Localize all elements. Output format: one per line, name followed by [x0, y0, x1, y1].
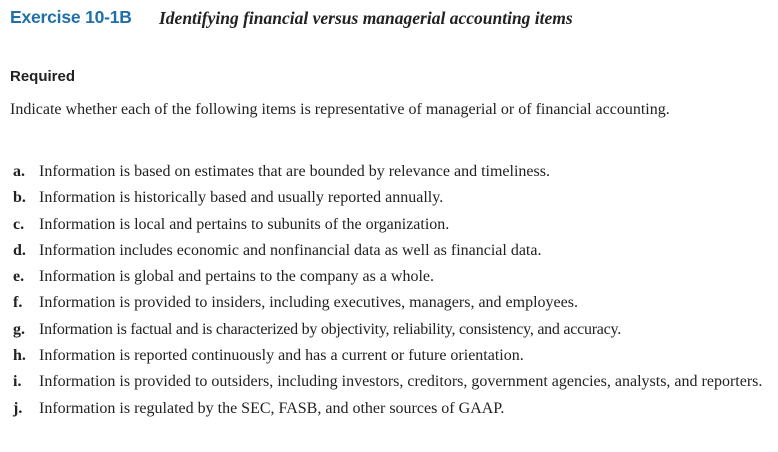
item-letter: f.	[13, 294, 23, 312]
item-letter: b.	[13, 189, 26, 207]
item-text: Information is historically based and usually reported annually.	[39, 189, 444, 207]
item-text: Information is local and pertains to subunits of the organization.	[39, 215, 450, 233]
item-text: Information is regulated by the SEC, FASB, and other sources of GAAP.	[39, 399, 505, 417]
item-letter: d.	[13, 241, 26, 259]
list-item	[10, 265, 772, 289]
item-letter: h.	[13, 347, 26, 365]
exercise-title: Identifying financial versus managerial accounting items	[159, 8, 573, 28]
item-letter: a.	[13, 163, 25, 180]
item-letter: e.	[13, 268, 25, 286]
list-item	[10, 397, 772, 421]
exercise-number: Exercise 10-1B	[10, 7, 132, 27]
item-letter: i.	[13, 373, 22, 391]
list-item	[10, 318, 772, 342]
list-item	[10, 344, 772, 368]
list-item	[10, 160, 772, 184]
list-item	[10, 213, 772, 237]
item-text: Information is factual and is characterized by objectivity, reliability, consistency, and accuracy.	[39, 320, 621, 338]
item-text: Information is reported continuously and has a current or future orientation.	[39, 347, 524, 365]
list-item	[10, 186, 772, 210]
list-item	[10, 291, 772, 315]
item-text: Information is provided to insiders, including executives, managers, and employees.	[39, 294, 578, 312]
item-text: Information includes economic and nonfinancial data as well as financial data.	[39, 241, 542, 259]
item-letter: g.	[13, 320, 25, 338]
item-list	[10, 160, 772, 423]
instruction-text: Indicate whether each of the following items is representative of managerial or of financial accounting.	[10, 101, 670, 118]
item-text: Information is based on estimates that are bounded by relevance and timeliness.	[39, 163, 550, 180]
item-text: Information is global and pertains to the company as a whole.	[39, 268, 435, 286]
list-item	[10, 370, 772, 394]
required-heading: Required	[10, 68, 76, 85]
item-letter: j.	[13, 399, 23, 417]
list-item	[10, 239, 772, 263]
item-letter: c.	[13, 215, 25, 233]
item-text: Information is provided to outsiders, including investors, creditors, government agencies, analysts, and reporters.	[39, 373, 763, 391]
